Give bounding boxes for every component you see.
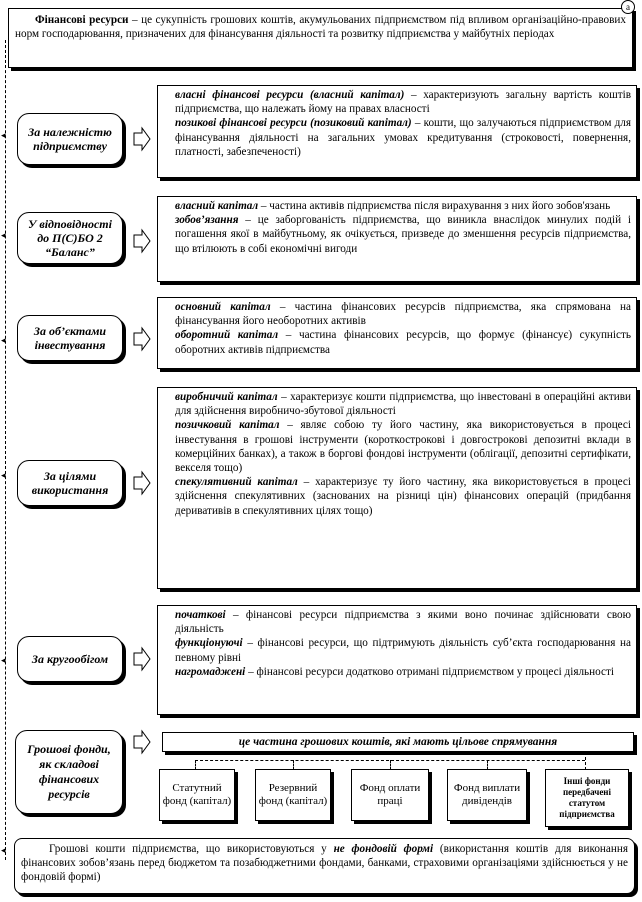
fund-box-payroll [351, 769, 429, 821]
fund-box-label: Фонд виплати дивідендів [453, 782, 521, 807]
item-text: – фінансові ресурси додатково отримані підприємством у процесі діяльності [245, 665, 614, 678]
arrow-right-icon [132, 326, 152, 352]
bottom-text-end: (використання коштів для виконання фінансових зобов’язань перед бюджетом та позабюджетними фондами, банками, страховими організаціями здійснюється у не фондовій формі) [21, 843, 628, 884]
funds-definition-text: це частина грошових коштів, які мають цільове спрямування [238, 736, 558, 748]
group-label-circulation [17, 636, 123, 682]
connector-tick: ◂ [1, 335, 6, 345]
group-label-text: За цілями використання [31, 469, 109, 497]
group-label-text: За об’єктами інвестування [33, 324, 107, 352]
list-item [163, 328, 631, 356]
list-item [163, 636, 631, 664]
group-label-text: За кругообігом [31, 652, 109, 666]
item-term: функціонуючі [175, 637, 243, 650]
group-box-circulation [157, 605, 637, 715]
arrow-right-icon [132, 228, 152, 254]
item-term: оборотний капітал [175, 329, 279, 342]
group-box-purpose [157, 387, 637, 589]
item-text: – характеризують загальну вартість коштів підприємства, що належать йому на правах власності [175, 89, 631, 116]
top-definition-box [8, 8, 633, 68]
funds-definition-box [162, 732, 634, 752]
item-term: зобов’язання [175, 214, 239, 227]
list-item [163, 390, 631, 418]
arrow-right-icon [132, 729, 152, 755]
left-connector-line [5, 40, 6, 860]
group-label-investment [17, 315, 123, 361]
connector-tick: ◂ [1, 230, 6, 240]
list-item [163, 213, 631, 256]
item-text: – фінансові ресурси, що підтримують діяльність суб’єкта господарювання на певному рівні [175, 637, 631, 664]
bottom-text-start: Грошові кошти підприємства, що використовуються у [49, 843, 334, 855]
item-text: – фінансові ресурси підприємства з якими воно починає здійснювати свою діяльність [175, 609, 631, 636]
list-item [163, 418, 631, 475]
fund-box-statutory [159, 769, 235, 821]
list-item [163, 608, 631, 636]
item-text: – кошти, що залучаються підприємством для фінансування діяльності на загальних умовах кредитування (строковості, повернення, платності, забезпеченості) [175, 117, 631, 158]
group-box-investment [157, 297, 637, 369]
fund-box-other [545, 769, 629, 827]
corner-letter: а [626, 2, 630, 12]
fund-box-label: Інші фонди передбачені статутом підприємства [559, 776, 615, 819]
funds-connector-vertical [585, 752, 586, 770]
item-term: власний капітал [175, 200, 259, 212]
item-term: позичковий капітал [175, 419, 280, 432]
item-text: – являє собою ту його частину, яка використовується в процесі інвестування в грошові інструменти (короткострокові і довгострокові депозитні вклади в комерційних банках), а також в боргові фондові інструменти (облігації, депозитні сертифікати, векселя тощо) [175, 419, 631, 475]
bottom-term: не фондовій формі [333, 843, 434, 855]
item-term: позикові фінансові ресурси (позиковий капітал) [175, 117, 412, 130]
item-term: початкові [175, 609, 226, 621]
item-term: виробничий капітал [175, 391, 278, 403]
connector-tick: ◂ [1, 845, 6, 855]
list-item [163, 116, 631, 159]
group-label-funds [15, 730, 123, 814]
arrow-right-icon [132, 126, 152, 152]
fund-box-label: Статутний фонд (капітал) [162, 782, 232, 807]
fund-box-reserve [255, 769, 331, 821]
top-term: Фінансові ресурси [35, 14, 129, 26]
fund-box-label: Фонд оплати праці [359, 782, 421, 807]
arrow-right-icon [132, 646, 152, 672]
item-text: – це заборгованість підприємства, що виникла внаслідок минулих подій і погашення якої в майбутньому, як очікується, призведе до зменшення ресурсів підприємства, що втілюють в собі економічні вигоди [175, 214, 631, 255]
group-box-ownership [157, 85, 637, 178]
item-text: – частина активів підприємства після вирахування з них його зобов'язань [258, 200, 611, 212]
item-term: основний капітал [175, 301, 271, 313]
list-item [163, 300, 631, 328]
corner-marker [621, 0, 635, 14]
item-text: – частина фінансових ресурсів, що формує (фінансує) сукупність оборотних активів підприємства [175, 329, 631, 356]
list-item [163, 88, 631, 116]
group-label-text: У відповідності до П(С)БО 2 “Баланс” [28, 217, 112, 259]
connector-tick: ◂ [1, 470, 6, 480]
top-text: – це сукупність грошових коштів, акумульованих підприємством під впливом організаційно-правових норм господарювання, призначених для фінансування діяльності та розвитку підприємства у майбутніх періодах [15, 14, 626, 41]
group-label-text: Грошові фонди, як складові фінансових ресурсів [27, 742, 111, 801]
group-label-text: За належністю підприємству [28, 125, 112, 153]
list-item [163, 665, 631, 679]
item-text: – характеризує кошти підприємства, що інвестовані в операційні активи для здійснення виробничо-збутової діяльності [175, 391, 631, 418]
group-label-psbo [17, 212, 123, 264]
connector-tick: ◂ [1, 130, 6, 140]
item-text: – частина фінансових ресурсів підприємства, яка спрямована на фінансування його необоротних активів [175, 301, 631, 328]
list-item [163, 199, 631, 213]
item-text: – характеризує ту його частину, яка використовується в процесі здійснення спекулятивних (заснованих на різниці цін) фінансових операцій (придбання деривативів в спекулятивних цілях тощо) [175, 476, 631, 517]
item-term: власні фінансові ресурси (власний капітал) [175, 89, 405, 101]
bottom-non-fund-box [14, 838, 635, 894]
list-item [163, 475, 631, 518]
group-label-purpose [17, 460, 123, 506]
fund-box-dividends [447, 769, 527, 821]
fund-box-label: Резервний фонд (капітал) [258, 782, 328, 807]
connector-tick: ◂ [1, 655, 6, 665]
group-box-psbo [157, 196, 637, 282]
item-term: нагромаджені [175, 665, 246, 678]
item-term: спекулятивний капітал [175, 476, 298, 489]
group-label-ownership [17, 113, 123, 165]
arrow-right-icon [132, 470, 152, 496]
